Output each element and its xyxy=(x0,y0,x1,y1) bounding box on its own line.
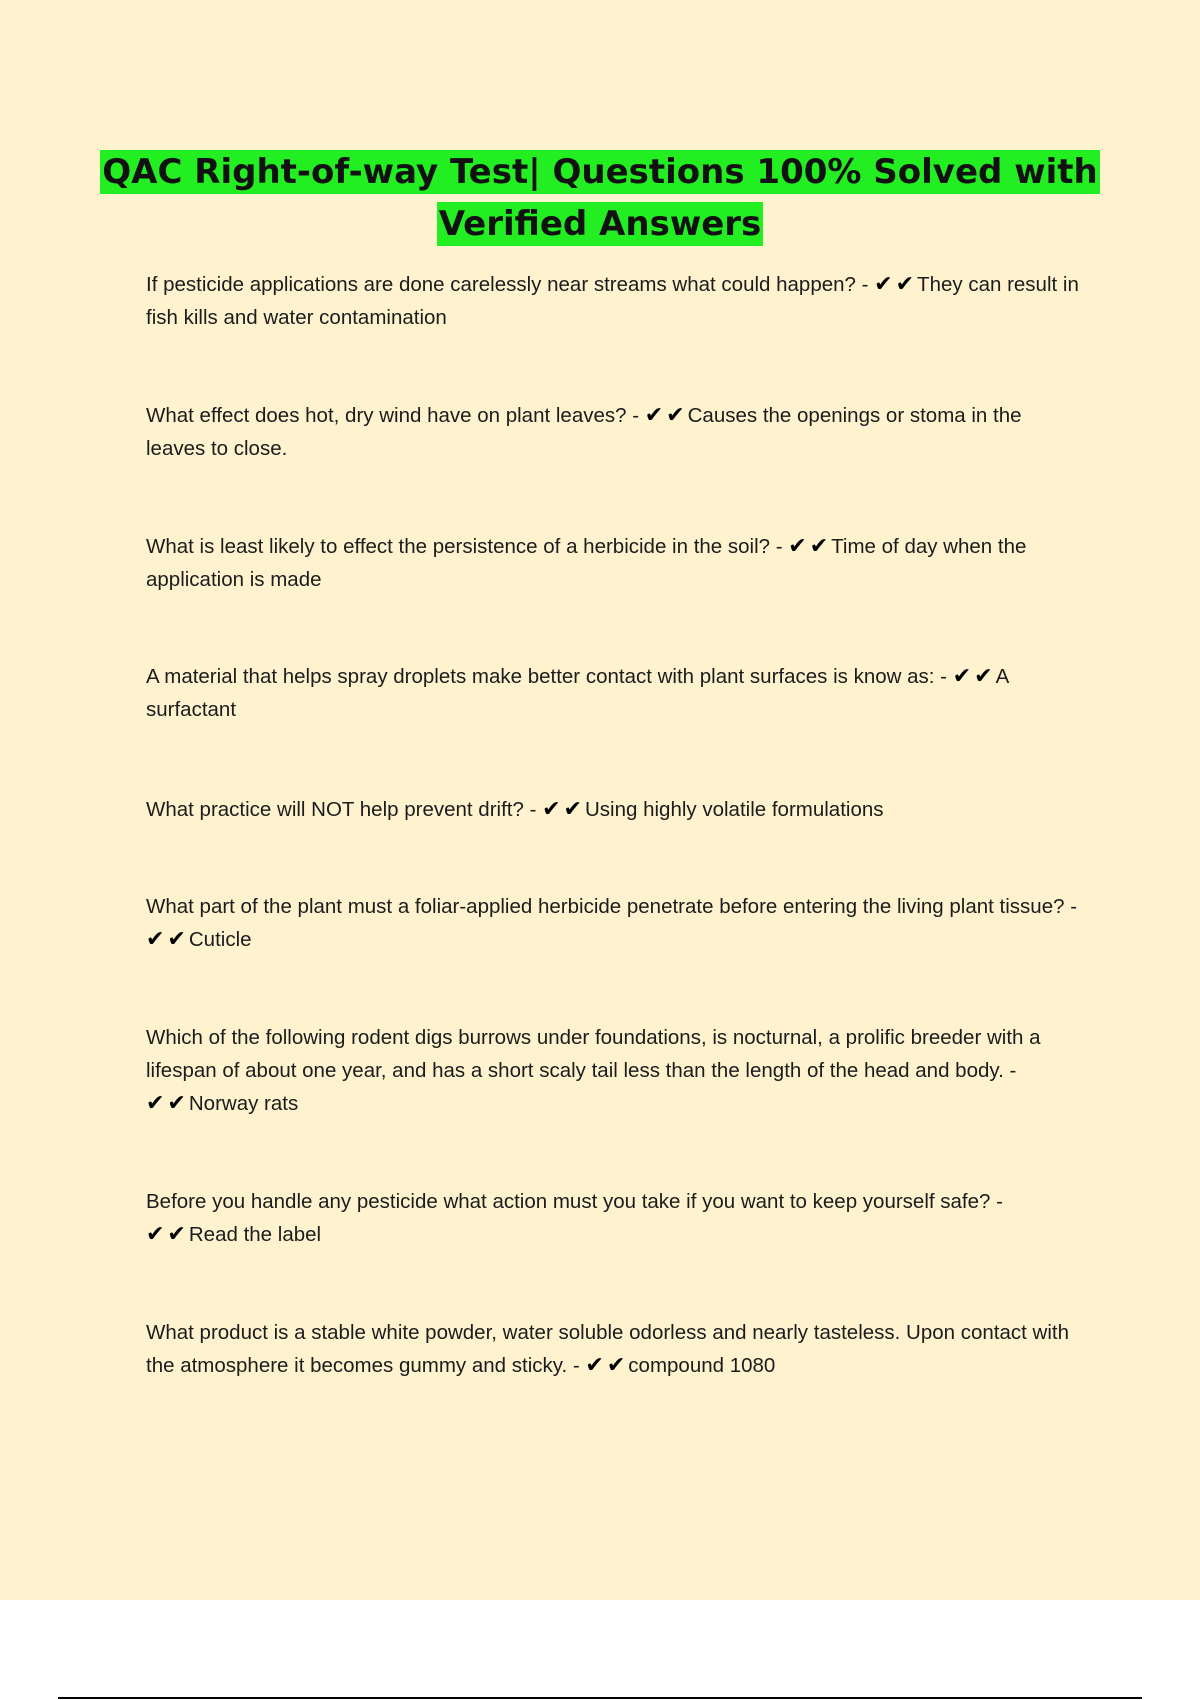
question-text: What is least likely to effect the persistence of a herbicide in the soil? - xyxy=(146,535,789,558)
qa-item-1 xyxy=(146,268,1086,334)
double-check-icon: ✔✔ xyxy=(874,272,918,297)
question-text: What product is a stable white powder, water soluble odorless and nearly tasteless. Upon contact with the atmosphere it becomes gummy and sticky. - xyxy=(146,1321,1069,1377)
double-check-icon: ✔✔ xyxy=(585,1353,629,1378)
answer-text: Norway rats xyxy=(188,1092,299,1115)
double-check-icon: ✔✔ xyxy=(146,1222,189,1247)
question-text: What part of the plant must a foliar-applied herbicide penetrate before entering the living plant tissue? - xyxy=(146,895,1078,918)
qa-item-8 xyxy=(146,1185,1086,1251)
title-line-1: QAC Right-of-way Test| Questions 100% Solved with xyxy=(102,152,1098,192)
answer-text: A surfactant xyxy=(146,665,1009,721)
qa-item-2 xyxy=(146,399,1086,465)
question-text: If pesticide applications are done carelessly near streams what could happen? - xyxy=(146,273,875,296)
question-text: What practice will NOT help prevent drift? - xyxy=(146,798,543,821)
qa-item-6 xyxy=(146,890,1086,956)
qa-item-3 xyxy=(146,530,1086,596)
double-check-icon: ✔✔ xyxy=(542,797,585,822)
question-text: A material that helps spray droplets make better contact with plant surfaces is know as: - xyxy=(146,665,953,688)
answer-text: Using highly volatile formulations xyxy=(584,798,884,821)
answer-text: Causes the openings or stoma in the leaves to close. xyxy=(146,404,1022,460)
double-check-icon: ✔✔ xyxy=(146,1091,189,1116)
answer-text: Time of day when the application is made xyxy=(146,535,1027,591)
page-divider xyxy=(58,1697,1142,1699)
question-text: Before you handle any pesticide what action must you take if you want to keep yourself safe? - xyxy=(146,1190,1003,1213)
answer-text: They can result in fish kills and water contamination xyxy=(146,273,1079,329)
double-check-icon: ✔✔ xyxy=(788,534,832,559)
document-title xyxy=(0,146,1200,250)
question-text: Which of the following rodent digs burrows under foundations, is nocturnal, a prolific breeder with a lifespan of about one year, and has a short scaly tail less than the length of the head and body. - xyxy=(146,1026,1041,1082)
double-check-icon: ✔✔ xyxy=(146,927,189,952)
question-text: What effect does hot, dry wind have on plant leaves? - xyxy=(146,404,645,427)
answer-text: compound 1080 xyxy=(628,1354,776,1377)
answer-text: Read the label xyxy=(188,1223,322,1246)
qa-item-9 xyxy=(146,1316,1086,1382)
double-check-icon: ✔✔ xyxy=(952,664,996,689)
answer-text: Cuticle xyxy=(188,928,252,951)
qa-item-4 xyxy=(146,660,1086,726)
double-check-icon: ✔✔ xyxy=(644,403,688,428)
qa-item-5 xyxy=(146,793,1086,826)
title-line-2: Verified Answers xyxy=(438,204,762,244)
qa-item-7 xyxy=(146,1021,1086,1120)
